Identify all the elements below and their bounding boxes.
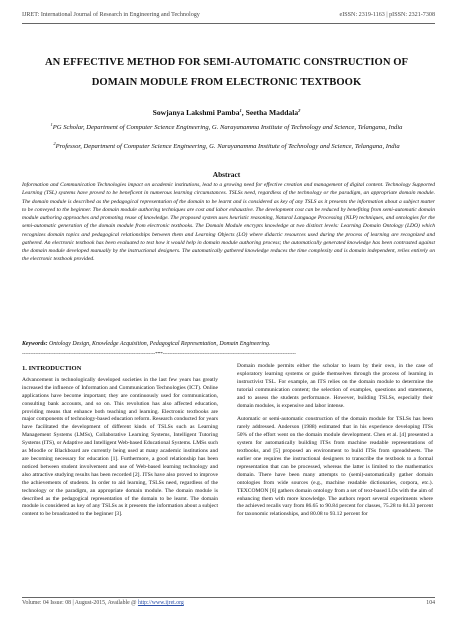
- authors: [30, 108, 423, 117]
- paragraph-2: Domain module permits either the scholar to learn by their own, in the case of exploratory learning systems or guide themselves through the process of learning in instructivist TSL. For example, an ITS relies on the domain module to determine the tutorial communication content; the selection of examples, questions and statements, and to assess the students performance. However, building TSLSs, especially their domain modules, is expensive and labor intense.: [237, 363, 433, 409]
- keywords-label: Keywords:: [22, 341, 48, 347]
- affiliation-2-text: Professor, Department of Computer Science Engineering, G. Narayanamma Institute of Technology and Science, Telangana, India: [55, 143, 400, 150]
- author-separator: ,: [241, 108, 246, 117]
- footer-volume: [22, 600, 184, 606]
- paragraph-1: Advancement in technologically developed societies in the last few years has greatly increased the influence of Information and Communication Technologies (ICT). Online applications have become important; they are continuously used for communication, consulting bank accounts, and so on. This revolution has also affected education, providing means that enhance both teaching and learning. Electronic textbooks are major components of technology-based education reform. Research conducted for years have facilitated the development of different kinds of TSLSs such as Learning Management Systems (LMSs), Collaborative Learning Systems, Intelligent Tutoring Systems (ITS), or Adaptive and Intelligent Web-based Educational Systems. LMSs such as Moodle or Blackboard are currently being used at many academic institutions and are becoming necessary for education [1]. Furthermore, a good relationship has been noticed between student involvement and use of Web-based learning technology and also attractive studying results has been recorded [2]. ITSs have also proved to improve the achievements of students. In order to aid learning, TSLSs need, regardless of the technology or the paradigm, an appropriate domain module. The domain module is described as the pedagogical representation of the domain to be learnt. The domain module is considered as key of any TSLSs as it presents the information about a subject content to be broadcasted to the beginner [3].: [22, 376, 218, 518]
- affiliation-1: [30, 124, 423, 133]
- header-rule: [22, 23, 435, 24]
- keywords: [22, 340, 435, 348]
- affiliation-1-text: PG Scholar, Department of Computer Science Engineering, G. Narayanamma Institute of Technology and Science, Telangana, India: [52, 124, 403, 131]
- running-header: [22, 12, 435, 18]
- affiliation-2: [30, 143, 423, 152]
- author-2: Seetha Maddala: [245, 108, 299, 117]
- section-heading-introduction: 1. INTRODUCTION: [22, 365, 82, 372]
- running-footer: [22, 600, 435, 606]
- keywords-text: Ontology Design, Knowledge Acquisition, Pedagogical Representation, Domain Engineering.: [47, 341, 271, 347]
- column-left: [22, 363, 218, 525]
- paragraph-3: Automatic or semi-automatic construction of the domain module for TSLSs has been rarely addressed. Anderson (1988) estimated that in his experience developing ITSs 50% of the effort went on the domain module development. Chen et al. [4] presented a system for automatically building ITSs from machine readable representations of textbooks, and [5] proposed an environment to build ITSs from spreadsheets. The earlier one requires the instructional designers to transcribe the textbook to a formal representation that can be processed, whereas the latter is limited to the mathematics domain. There have been many attempts to (semi)-automatically gather domain ontologies from wide sources (e.g., machine readable dictionaries, corpora, etc.). TEXCOMON [6] gathers domain ontology from a set of text-based LOs with the aim of enhancing them with more knowledge. The authors report several experiments where the achieved recalls vary from 86.65 to 90.84 percent for classes, 75.28 to 84.33 percent for taxonomic relationships, and 80.08 to 93.12 percent for: [237, 416, 433, 518]
- author-1-sup: 1: [239, 108, 242, 113]
- journal-name: IJRET: International Journal of Research in Engineering and Technology: [22, 12, 200, 18]
- issn: eISSN: 2319-1163 | pISSN: 2321-7308: [339, 12, 435, 18]
- affiliation-1-sup: 1: [50, 122, 53, 127]
- section-separator: --------------------------------------------------------------------------------***--------------------------------------------------------------------------------: [22, 352, 296, 357]
- abstract-heading: Abstract: [212, 170, 241, 179]
- journal-link[interactable]: http://www.ijret.org: [137, 600, 184, 606]
- column-right: [237, 363, 433, 525]
- footer-rule: [22, 597, 435, 598]
- affiliation-2-sup: 2: [53, 141, 56, 146]
- page-number: 104: [426, 600, 435, 606]
- author-1: Sowjanya Lakshmi Pamba: [152, 108, 240, 117]
- footer-volume-text: Volume: 04 Issue: 08 | August-2015, Available @: [22, 600, 138, 606]
- paper-title: AN EFFECTIVE METHOD FOR SEMI-AUTOMATIC CONSTRUCTION OF DOMAIN MODULE FROM ELECTRONIC TEXTBOOK: [44, 57, 409, 88]
- author-2-sup: 2: [298, 108, 301, 113]
- abstract-text: Information and Communication Technologies impact on academic institutions, lead to a growing need for effective creation and management of digital content. Technology Supported Learning (TSL) systems have proved to be beneficent in numerous learning circumstances. TSLSs need, regardless of the technology or the paradigm, an appropriate domain module. The domain module is described as the pedagogical representation of the domain to be learnt and is considered as key of any TSLS as it presents the information about a subject matter to be conveyed to the beginner. The domain module authoring techniques are cost and labor exhaustive. The development cost can be reduced by benefiting from semi-automatic domain module authoring approaches and promoting reuse of knowledge. The proposed system uses heuristic reasoning, Natural Language Processing (NLP) techniques, and ontologies for the semi-automatic generation of the domain module from electronic textbooks. The Domain Module encrypts knowledge at two distinct levels: Learning Domain Ontology (LDO) which recognizes domain topics and pedagogical relationships between them and Learning Objects (LO) where didactic resources used during the process of learning are recognized and gathered. An electronic textbook has been evaluated to test how it would help in domain module authoring process; the automatically generated knowledge has been contrasted against the domain module developed manually by the instructional designers. The automatically gathered knowledge reduces the time complexity and is domain independent, relies entirely on the electronic textbook provided.: [22, 182, 435, 263]
